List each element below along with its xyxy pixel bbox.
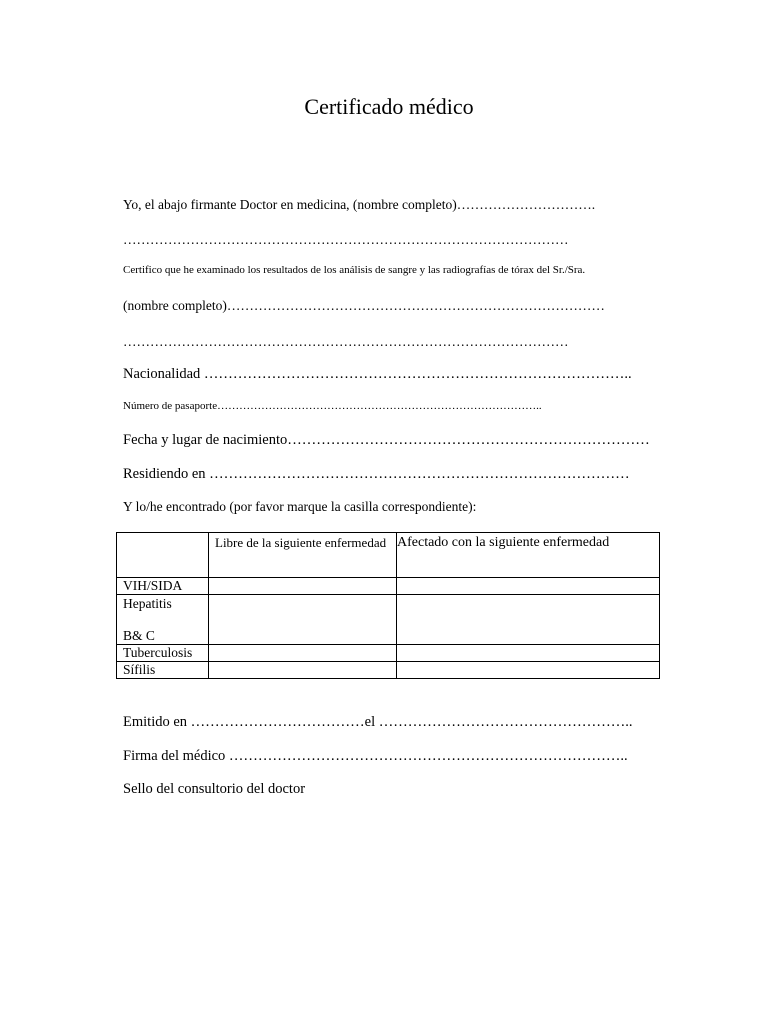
checkbox-affected-hepatitis[interactable] (397, 595, 660, 645)
passport-line: Número de pasaporte…………………………………………………………………………….. (123, 400, 542, 412)
doctor-name-continuation: ……………………………………………………………………………………… (123, 232, 569, 247)
certification-statement: Certifico que he examinado los resultados de los análisis de sangre y las radiografías de tórax del Sr./Sra. (123, 264, 586, 276)
checkbox-affected-sifilis[interactable] (397, 662, 660, 679)
checkbox-free-tuberculosis[interactable] (209, 645, 397, 662)
signature-line: Firma del médico ……………………………………………………………………….. (123, 748, 628, 764)
table-row (117, 595, 660, 645)
table-header-empty (117, 533, 209, 578)
disease-label-tuberculosis: Tuberculosis (117, 645, 209, 662)
checkbox-free-vih[interactable] (209, 578, 397, 595)
nationality-line: Nacionalidad …………………………………………………………………………….. (123, 366, 632, 382)
instruction-line: Y lo/he encontrado (por favor marque la casilla correspondiente): (123, 499, 477, 514)
patient-name-line: (nombre completo)………………………………………………………………………… (123, 298, 605, 313)
disease-label-vih: VIH/SIDA (117, 578, 209, 595)
hepatitis-label: Hepatitis (123, 596, 172, 611)
table-header-row (117, 533, 660, 578)
checkbox-affected-tuberculosis[interactable] (397, 645, 660, 662)
birth-line: Fecha y lugar de nacimiento………………………………………………………………… (123, 432, 650, 448)
issued-line: Emitido en ………………………………el …………………………………………….. (123, 714, 633, 730)
checkbox-affected-vih[interactable] (397, 578, 660, 595)
disease-label-sifilis: Sífilis (117, 662, 209, 679)
hepatitis-type-label: B& C (123, 628, 155, 643)
checkbox-free-sifilis[interactable] (209, 662, 397, 679)
header-free-of-disease: Libre de la siguiente enfermedad (209, 533, 397, 578)
document-title: Certificado médico (304, 94, 474, 119)
header-affected-by-disease: Afectado con la siguiente enfermedad (397, 533, 660, 578)
table-row (117, 578, 660, 595)
disease-label-hepatitis (117, 595, 209, 645)
table-row (117, 662, 660, 679)
doctor-name-line: Yo, el abajo firmante Doctor en medicina, (nombre completo)…………………………. (123, 197, 596, 212)
checkbox-free-hepatitis[interactable] (209, 595, 397, 645)
stamp-line: Sello del consultorio del doctor (123, 781, 306, 797)
patient-name-continuation: ……………………………………………………………………………………… (123, 334, 569, 349)
table-row (117, 645, 660, 662)
residence-line: Residiendo en …………………………………………………………………………… (123, 466, 630, 482)
disease-table (116, 532, 660, 679)
